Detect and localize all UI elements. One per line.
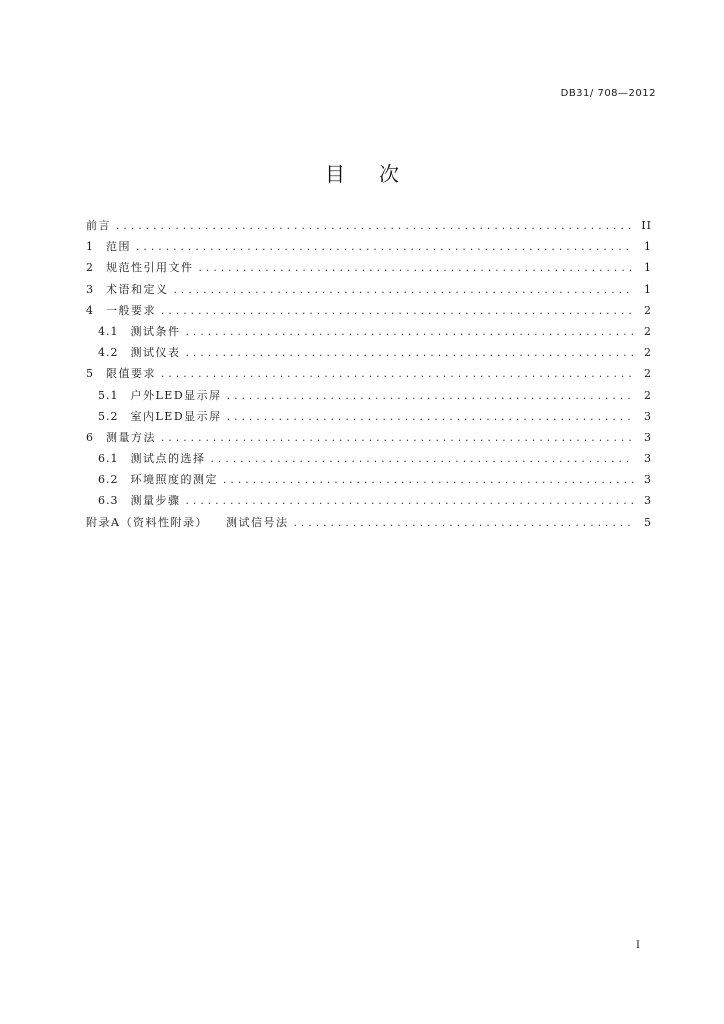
page-number: I <box>636 940 640 951</box>
toc-entry-page: II <box>641 219 652 232</box>
toc-entry-number: 4 <box>86 303 94 317</box>
toc-entry-3[interactable] <box>86 281 652 302</box>
toc-entry-5-2[interactable] <box>86 408 652 429</box>
toc-entry-label: 测量方法 <box>106 430 156 444</box>
toc-leader-dots <box>160 370 634 380</box>
toc-entry-4-2[interactable] <box>86 344 652 365</box>
toc-entry-label: 测试仪表 <box>130 346 181 360</box>
toc-entry-page: 2 <box>644 346 652 360</box>
toc-leader-dots <box>115 222 634 232</box>
toc-leader-dots <box>226 413 634 423</box>
toc-entry-label: 规范性引用文件 <box>106 261 194 275</box>
toc-entry-page: 1 <box>644 261 652 275</box>
toc-leader-dots <box>185 497 635 507</box>
toc-entry-page: 2 <box>644 303 652 317</box>
toc-entry-number: 1 <box>86 240 94 254</box>
toc-entry-page: 3 <box>644 494 652 508</box>
toc-entry-number: 3 <box>86 282 94 296</box>
toc-entry-page: 5 <box>644 515 652 529</box>
toc-entry-number: 6.1 <box>98 452 119 466</box>
toc-entry-label: 一般要求 <box>106 303 156 317</box>
toc-leader-dots <box>210 455 635 465</box>
toc-leader-dots <box>185 349 635 359</box>
toc-entry-label: 术语和定义 <box>106 282 169 296</box>
toc-entry-number: 2 <box>86 261 94 275</box>
toc-entry-number: 5 <box>86 367 94 381</box>
toc-leader-dots <box>160 434 634 444</box>
toc-entry-label: 环境照度的测定 <box>130 473 218 487</box>
toc-entry-page: 2 <box>644 388 652 402</box>
toc-entry-label: 前言 <box>86 219 111 232</box>
toc-leader-dots <box>226 392 634 402</box>
toc-leader-dots <box>135 243 634 253</box>
toc-entry-5[interactable] <box>86 365 652 386</box>
toc-entry-number: 6.2 <box>98 473 119 487</box>
toc-entry-4[interactable] <box>86 302 652 323</box>
toc-entry-6[interactable] <box>86 429 652 450</box>
toc-entry-page: 3 <box>644 452 652 466</box>
toc-leader-dots <box>292 519 634 529</box>
appendix-title: 测试信号法 <box>225 515 289 529</box>
toc-entry-number: 5.1 <box>98 388 119 402</box>
toc-entry-page: 2 <box>644 367 652 381</box>
table-of-contents <box>86 217 652 535</box>
toc-leader-dots <box>222 476 634 486</box>
toc-entry-number: 4.1 <box>98 324 119 338</box>
toc-entry-6-2[interactable] <box>86 471 652 492</box>
toc-entry-foreword[interactable] <box>86 217 652 238</box>
toc-entry-page: 3 <box>644 430 652 444</box>
toc-entry-number: 6 <box>86 430 94 444</box>
toc-entry-number: 4.2 <box>98 346 119 360</box>
toc-entry-appendix-a[interactable] <box>86 514 652 535</box>
toc-entry-label <box>86 514 288 530</box>
toc-entry-label: 室内LED显示屏 <box>130 409 222 423</box>
toc-entry-page: 3 <box>644 473 652 487</box>
toc-entry-page: 2 <box>644 324 652 338</box>
toc-entry-number: 6.3 <box>98 494 119 508</box>
toc-title: 目次 <box>325 162 433 186</box>
toc-entry-page: 1 <box>644 282 652 296</box>
toc-entry-label: 户外LED显示屏 <box>130 388 222 402</box>
toc-entry-label: 范围 <box>106 240 131 254</box>
toc-entry-label: 测量步骤 <box>130 494 181 508</box>
toc-entry-1[interactable] <box>86 238 652 259</box>
toc-entry-4-1[interactable] <box>86 323 652 344</box>
toc-entry-label: 测试点的选择 <box>130 452 206 466</box>
toc-leader-dots <box>173 286 635 296</box>
toc-leader-dots <box>198 264 635 274</box>
toc-entry-page: 3 <box>644 409 652 423</box>
toc-leader-dots <box>185 328 635 338</box>
appendix-designation: 附录A（资料性附录） <box>86 515 208 529</box>
toc-entry-page: 1 <box>644 240 652 254</box>
document-code: DB31/ 708—2012 <box>560 88 656 99</box>
toc-entry-label: 限值要求 <box>106 367 156 381</box>
toc-entry-6-3[interactable] <box>86 492 652 513</box>
toc-entry-number: 5.2 <box>98 409 119 423</box>
toc-leader-dots <box>160 307 634 317</box>
toc-entry-2[interactable] <box>86 259 652 280</box>
toc-entry-6-1[interactable] <box>86 450 652 471</box>
toc-entry-label: 测试条件 <box>130 324 181 338</box>
toc-entry-5-1[interactable] <box>86 387 652 408</box>
